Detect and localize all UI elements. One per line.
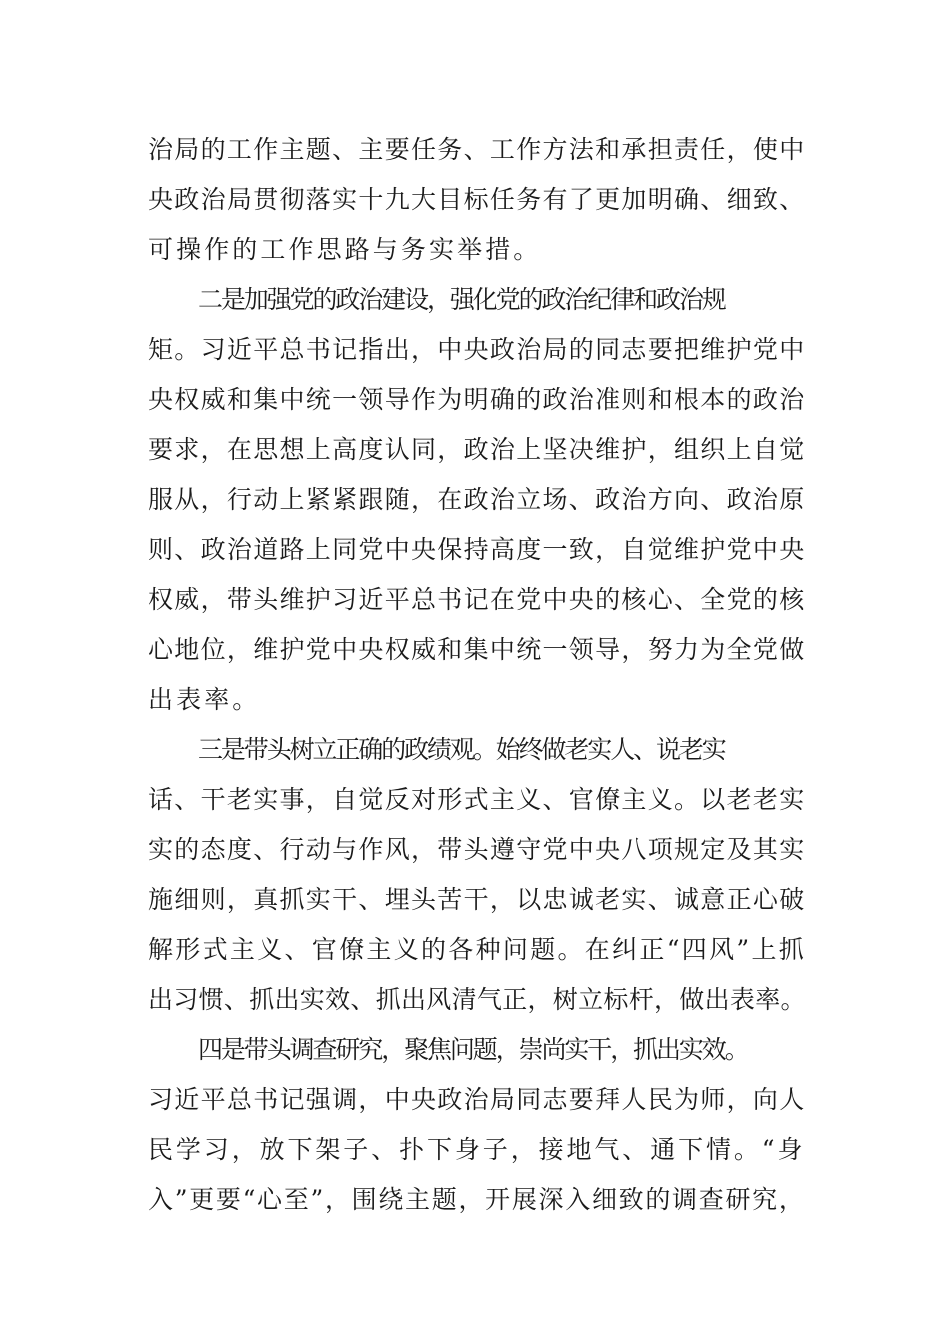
text-line-10: 权威，带头维护习近平总书记在党中央的核心、全党的核 (148, 585, 806, 614)
text-line-6: 央权威和集中统一领导作为明确的政治准则和根本的政治 (148, 385, 806, 414)
text-line-18: 出习惯、抓出实效、抓出风清气正，树立标杆，做出表率。 (148, 985, 806, 1014)
text-line-11: 心地位，维护党中央权威和集中统一领导，努力为全党做 (148, 635, 806, 664)
text-line-14: 话、干老实事，自觉反对形式主义、官僚主义。以老老实 (148, 785, 806, 814)
text-line-16: 施细则，真抓实干、埋头苦干，以忠诚老实、诚意正心破 (148, 885, 806, 914)
paragraph-3-first-line: 三是带头树立正确的政绩观。始终做老实人、说老实 (198, 735, 725, 764)
text-line-7: 要求，在思想上高度认同，政治上坚决维护，组织上自觉 (148, 435, 806, 464)
text-line-15: 实的态度、行动与作风，带头遵守党中央八项规定及其实 (148, 835, 806, 864)
text-line-3: 可操作的工作思路与务实举措。 (148, 235, 542, 264)
text-line-2: 央政治局贯彻落实十九大目标任务有了更加明确、细致、 (148, 185, 806, 214)
text-line-1: 治局的工作主题、主要任务、工作方法和承担责任，使中 (148, 135, 806, 164)
text-line-5: 矩。习近平总书记指出，中央政治局的同志要把维护党中 (148, 335, 806, 364)
text-line-8: 服从，行动上紧紧跟随，在政治立场、政治方向、政治原 (148, 485, 806, 514)
paragraph-4-first-line: 四是带头调查研究，聚焦问题，崇尚实干，抓出实效。 (198, 1035, 748, 1064)
text-line-22: 入”更要“心至”，围绕主题，开展深入细致的调查研究， (148, 1185, 806, 1214)
text-line-20: 习近平总书记强调，中央政治局同志要拜人民为师，向人 (148, 1085, 806, 1114)
text-line-12: 出表率。 (148, 685, 261, 714)
text-line-21: 民学习，放下架子、扑下身子，接地气、通下情。“身 (148, 1135, 806, 1164)
paragraph-2-first-line: 二是加强党的政治建设，强化党的政治纪律和政治规 (198, 285, 725, 314)
text-line-9: 则、政治道路上同党中央保持高度一致，自觉维护党中央 (148, 535, 806, 564)
text-line-17: 解形式主义、官僚主义的各种问题。在纠正“四风”上抓 (148, 935, 807, 964)
